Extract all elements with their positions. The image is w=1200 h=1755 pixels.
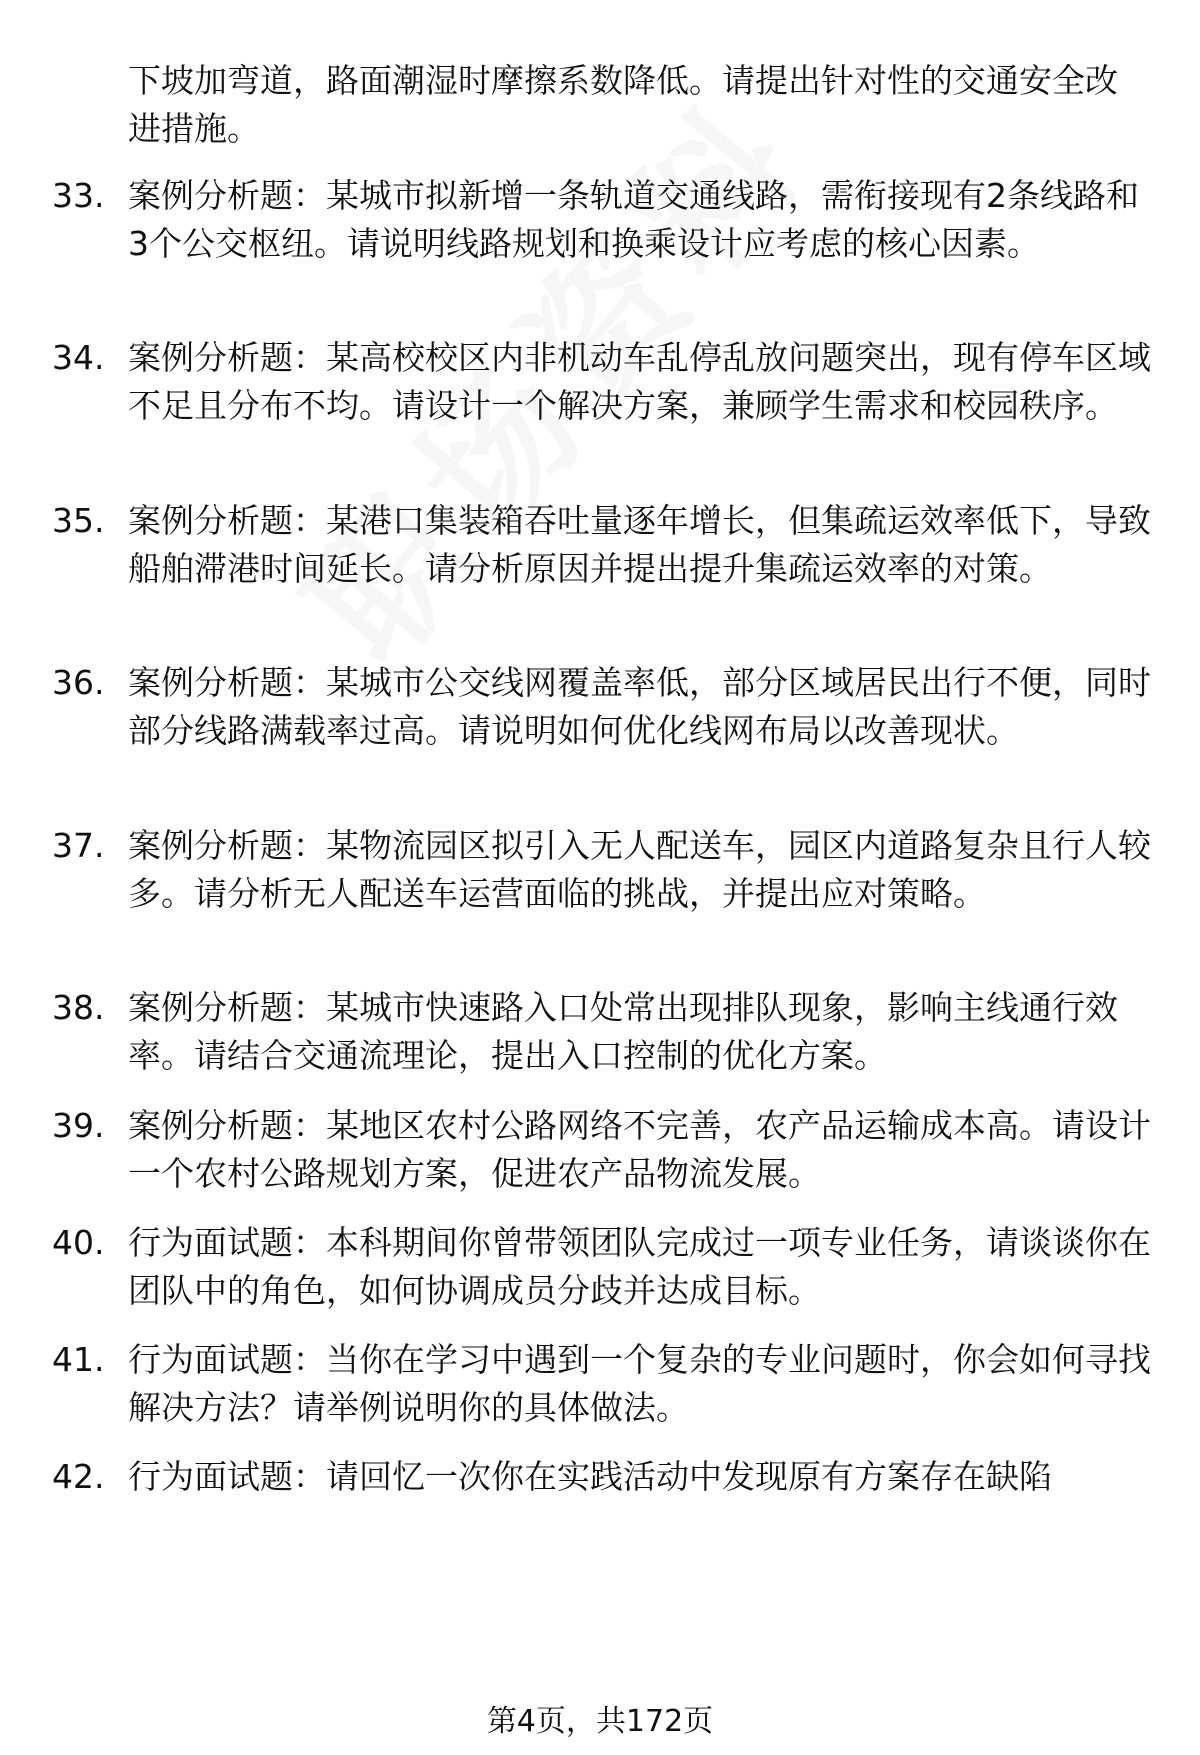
question-number: 40. (52, 1223, 105, 1262)
question-number: 38. (52, 988, 105, 1027)
question-number: 33. (52, 176, 105, 215)
question-number: 35. (52, 501, 105, 540)
question-text: 案例分析题：某地区农村公路网络不完善，农产品运输成本高。请设计一个农村公路规划方案，促进农产品物流发展。 (128, 1106, 1151, 1193)
question-number: 41. (52, 1340, 105, 1379)
question-text: 行为面试题：请回忆一次你在实践活动中发现原有方案存在缺陷 (128, 1457, 1052, 1496)
question-text: 行为面试题：当你在学习中遇到一个复杂的专业问题时，你会如何寻找解决方法？请举例说明你的具体做法。 (128, 1340, 1151, 1427)
question-number: 34. (52, 338, 105, 377)
question-number: 37. (52, 826, 105, 865)
question-number: 42. (52, 1457, 105, 1496)
question-text: 案例分析题：某港口集装箱吞吐量逐年增长，但集疏运效率低下，导致船舶滞港时间延长。请分析原因并提出提升集疏运效率的对策。 (128, 501, 1151, 588)
continuation-paragraph: 下坡加弯道，路面潮湿时摩擦系数降低。请提出针对性的交通安全改进措施。 (128, 61, 1118, 148)
question-number: 39. (52, 1106, 105, 1145)
question-text: 案例分析题：某物流园区拟引入无人配送车，园区内道路复杂且行人较多。请分析无人配送车运营面临的挑战，并提出应对策略。 (128, 826, 1151, 913)
page-footer: 第4页，共172页 (486, 1704, 714, 1739)
question-text: 案例分析题：某城市快速路入口处常出现排队现象，影响主线通行效率。请结合交通流理论，提出入口控制的优化方案。 (128, 988, 1118, 1075)
question-text: 案例分析题：某高校校区内非机动车乱停乱放问题突出，现有停车区域不足且分布不均。请设计一个解决方案，兼顾学生需求和校园秩序。 (128, 338, 1151, 425)
question-text: 案例分析题：某城市拟新增一条轨道交通线路，需衔接现有2条线路和3个公交枢纽。请说明线路规划和换乘设计应考虑的核心因素。 (128, 176, 1139, 263)
question-number: 36. (52, 663, 105, 702)
question-text: 行为面试题：本科期间你曾带领团队完成过一项专业任务，请谈谈你在团队中的角色，如何协调成员分歧并达成目标。 (128, 1223, 1151, 1310)
question-text: 案例分析题：某城市公交线网覆盖率低，部分区域居民出行不便，同时部分线路满载率过高。请说明如何优化线网布局以改善现状。 (128, 663, 1151, 750)
